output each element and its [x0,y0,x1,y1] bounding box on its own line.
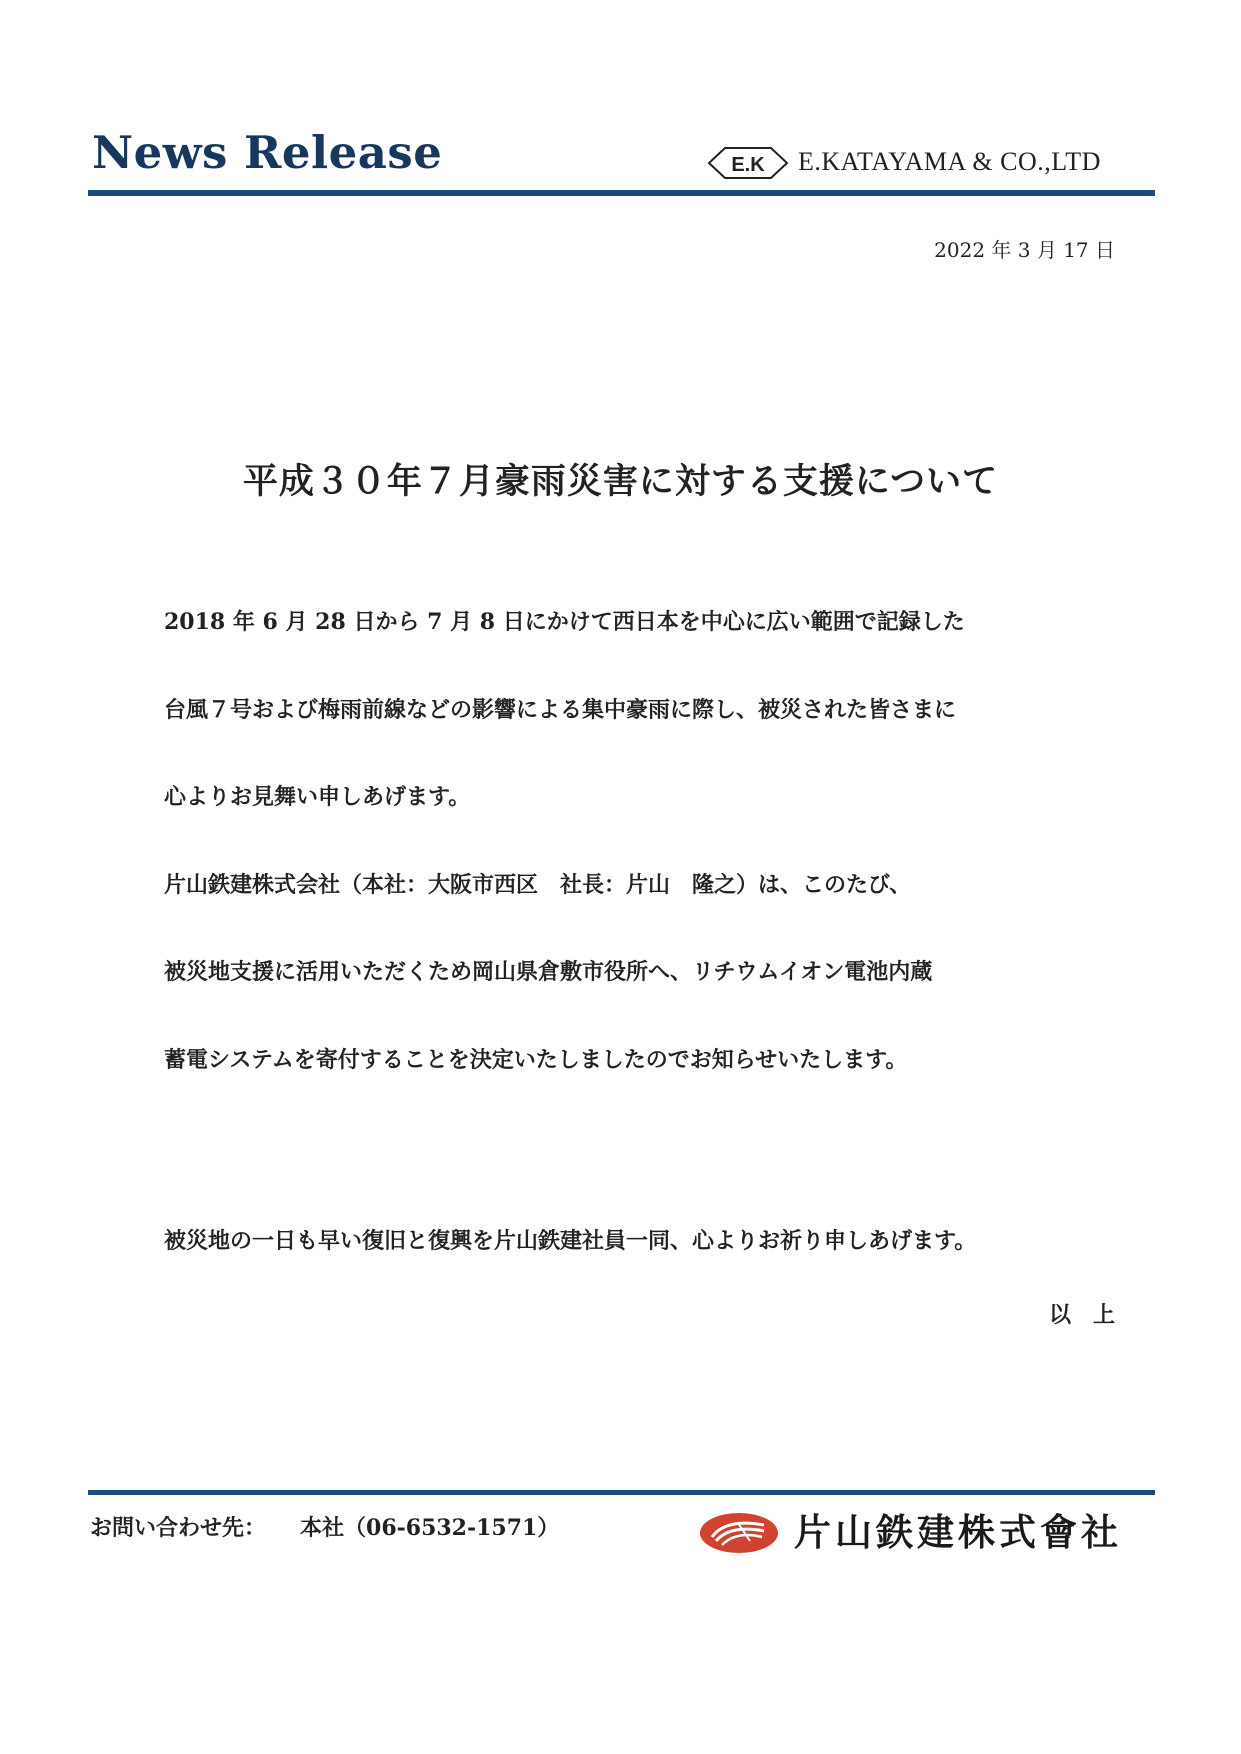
contact-value: 本社（06-6532-1571） [300,1515,560,1541]
release-date: 2022 年 3 月 17 日 [934,238,1115,262]
body-line-5: 被災地支援に活用いただくため岡山県倉敷市役所へ、リチウムイオン電池内蔵 [164,959,933,985]
ek-logo-text: E.K [731,154,765,176]
body-line-1: 2018 年 6 月 28 日から 7 月 8 日にかけて西日本を中心に広い範囲で記録した [164,609,965,635]
contact-label: お問い合わせ先： [90,1515,267,1541]
company-name-en: E.KATAYAMA & CO.,LTD [798,147,1101,176]
closing-mark: 以 上 [1048,1302,1115,1328]
body-line-7: 被災地の一日も早い復旧と復興を片山鉄建社員一同、心よりお祈り申しあげます。 [164,1228,977,1254]
footer-rule [88,1490,1155,1495]
ek-logo-icon [707,145,789,181]
company-name-jp: 片山鉄建株式會社 [794,1511,1122,1554]
contact-info [90,1517,559,1539]
body-line-2: 台風７号および梅雨前線などの影響による集中豪雨に際し、被災された皆さまに [164,697,957,723]
body-line-6: 蓄電システムを寄付することを決定いたしましたのでお知らせいたします。 [164,1047,908,1073]
news-release-heading: News Release [92,126,443,179]
body-line-4: 片山鉄建株式会社（本社：大阪市西区 社長：片山 隆之）は、このたび、 [164,872,912,898]
header-rule [88,190,1155,196]
document-title: 平成３０年７月豪雨災害に対する支援について [242,461,999,502]
body-line-3: 心よりお見舞い申しあげます。 [164,784,471,810]
katayama-logo-icon [698,1511,780,1555]
